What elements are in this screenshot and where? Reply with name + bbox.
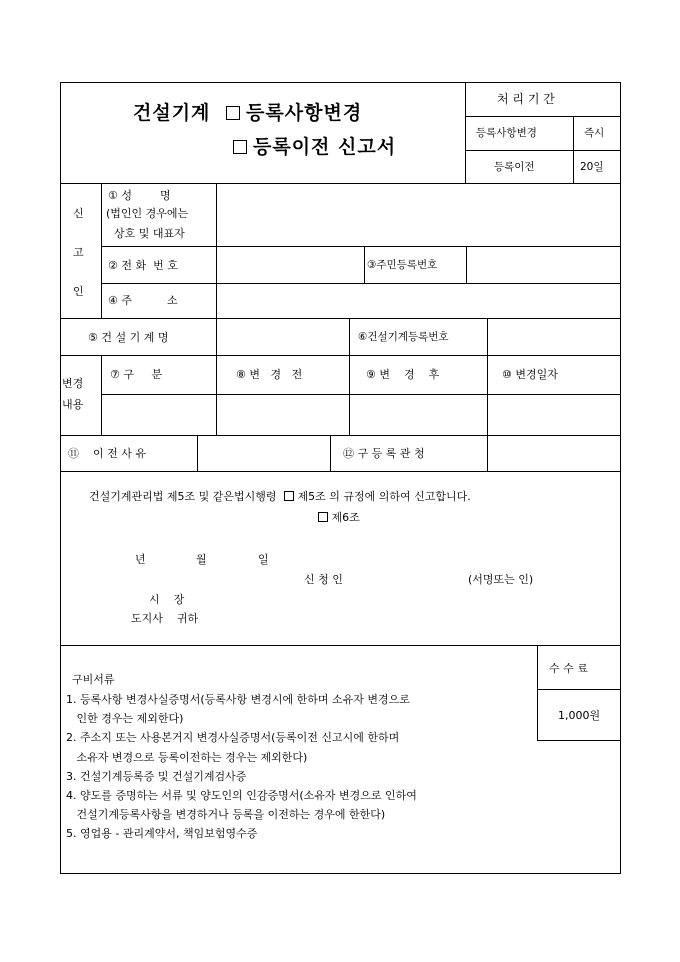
date-month: 월 <box>196 553 207 566</box>
signature-label: (서명또는 인) <box>468 573 534 586</box>
declaration-article6: 제6조 <box>331 511 360 524</box>
machine-name-field[interactable] <box>217 319 349 355</box>
declaration-statement <box>89 491 471 502</box>
required-docs-list <box>66 690 417 844</box>
proc-transfer-label: 등록이전 <box>494 161 535 173</box>
proc-change-value: 즉시 <box>584 127 605 139</box>
doc-line: 1. 등록사항 변경사실증명서(등록사항 변경시에 한하며 소유자 변경으로 <box>66 693 410 706</box>
transfer-reason-label: ⑪ 이 전 사 유 <box>68 447 146 460</box>
declaration-text-before: 건설기계관리법 제5조 및 같은법시행령 <box>89 490 277 503</box>
change-col-before: ⑧ 변 경 전 <box>236 368 303 381</box>
change-col-category: ⑦ 구 분 <box>110 368 163 381</box>
date-year: 년 <box>135 553 146 566</box>
title-prefix: 건설기계 <box>133 102 211 124</box>
name-sub2: 상호 및 대표자 <box>114 227 185 240</box>
date-day: 일 <box>258 553 269 566</box>
processing-period-label: 처 리 기 간 <box>497 92 555 106</box>
resident-no-label: ③주민등록번호 <box>367 259 438 271</box>
doc-line: 2. 주소지 또는 사용본거지 변경사실증명서(등록이전 신고시에 한하며 <box>66 731 400 745</box>
machine-reg-no-label: ⑥건설기계등록번호 <box>358 331 449 343</box>
checkbox-article5[interactable] <box>284 491 294 501</box>
change-date-field[interactable] <box>488 395 620 435</box>
checkbox-article6[interactable] <box>318 512 328 522</box>
doc-line: 건설기계등록사항을 변경하거나 등록을 이전하는 경우에 한한다) <box>66 808 386 822</box>
name-sub1: (법인인 경우에는 <box>106 207 189 220</box>
address-label: ④ 주 소 <box>108 294 178 307</box>
declaration-text-after: 의 규정에 의하여 신고합니다. <box>329 490 471 503</box>
doc-line: 인한 경우는 제외한다) <box>66 712 184 726</box>
name-field[interactable] <box>217 184 620 246</box>
change-after-field[interactable] <box>350 395 487 435</box>
transfer-reason-field[interactable] <box>198 436 330 471</box>
declaration-option2 <box>318 512 360 523</box>
old-office-label: ⑫ 구 등 록 관 청 <box>343 447 425 460</box>
required-docs-heading: 구비서류 <box>72 673 115 686</box>
doc-line: 소유자 변경으로 등록이전하는 경우는 제외한다) <box>66 750 308 764</box>
change-before-field[interactable] <box>217 395 349 435</box>
form-title-line1 <box>133 104 362 123</box>
machine-name-label: ⑤ 건 설 기 계 명 <box>88 331 169 344</box>
fee-value: 1,000원 <box>558 709 601 722</box>
change-col-after: ⑨ 변 경 후 <box>366 368 440 381</box>
change-side-1: 변경 <box>62 377 84 390</box>
title-option-transfer: 등록이전 신고서 <box>253 136 397 158</box>
checkbox-registration-transfer[interactable] <box>233 140 247 154</box>
change-col-date: ⑩ 변경일자 <box>502 368 558 381</box>
proc-change-label: 등록사항변경 <box>476 127 537 139</box>
name-label: ① 성 명 <box>108 189 171 202</box>
phone-label: ② 전 화 번 호 <box>108 259 178 272</box>
machine-reg-no-field[interactable] <box>488 319 620 355</box>
doc-line: 4. 양도를 증명하는 서류 및 양도인의 인감증명서(소유자 변경으로 인하여 <box>66 789 417 803</box>
resident-no-field[interactable] <box>467 247 620 283</box>
change-side-2: 내용 <box>62 398 84 411</box>
checkbox-registration-change[interactable] <box>226 106 240 120</box>
governor-recipient: 도지사 귀하 <box>131 612 199 625</box>
old-office-field[interactable] <box>488 436 620 471</box>
phone-field[interactable] <box>217 247 364 283</box>
form-title-line2 <box>233 138 396 157</box>
proc-transfer-value: 20일 <box>580 161 604 173</box>
address-field[interactable] <box>217 284 620 318</box>
doc-line: 3. 건설기계등록증 및 건설기계검사증 <box>66 769 247 783</box>
declarant-side-2: 고 <box>73 246 84 259</box>
declaration-article5: 제5조 <box>297 490 326 503</box>
change-category-field[interactable] <box>102 395 216 435</box>
title-option-change: 등록사항변경 <box>246 102 363 124</box>
mayor-label: 시 장 <box>149 593 185 606</box>
declarant-side-3: 인 <box>73 285 84 298</box>
fee-label: 수 수 료 <box>549 662 588 675</box>
declarant-side-1: 신 <box>73 207 84 220</box>
applicant-label: 신 청 인 <box>304 573 343 586</box>
doc-line: 5. 영업용 - 관리계약서, 책임보험영수증 <box>66 827 258 841</box>
